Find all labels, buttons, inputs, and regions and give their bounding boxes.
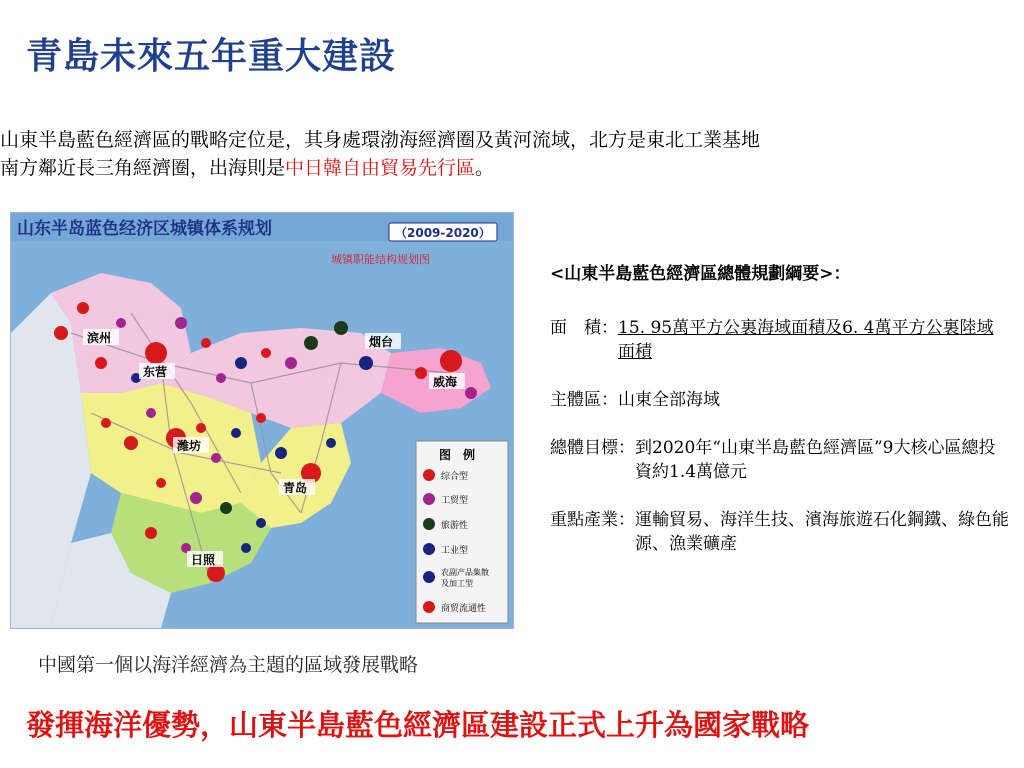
- outline-heading: <山東半島藍色經濟區總體規劃綱要>：: [550, 264, 851, 284]
- city-label: 青岛: [283, 481, 308, 495]
- outline-panel: [550, 262, 1010, 580]
- main-area-row: [550, 388, 1010, 412]
- area-value: 15. 95萬平方公裏海域面積及6. 4萬平方公裏陸域面積: [618, 318, 994, 362]
- intro-line-2: [0, 154, 1024, 182]
- city-label: 威海: [433, 375, 458, 389]
- city-label: 日照: [191, 553, 216, 567]
- city-label: 东营: [143, 365, 168, 379]
- legend-item: 工贸型: [441, 496, 469, 506]
- goal-row: [550, 436, 1010, 484]
- industry-label: 重點產業：: [550, 510, 635, 530]
- main-area-label: 主體區：: [550, 390, 618, 410]
- map-title: 山东半岛蓝色经济区城镇体系规划: [17, 219, 272, 239]
- map-subtitle: 城镇职能结构规划图: [331, 253, 430, 266]
- page-title: 青島未來五年重大建設: [26, 36, 397, 77]
- map-caption: 中國第一個以海洋經濟為主題的區域發展戰略: [38, 654, 419, 676]
- city-label: 烟台: [369, 335, 394, 349]
- city-label: 滨州: [87, 331, 112, 345]
- intro-line-2-suffix: 。: [475, 157, 495, 179]
- goal-label: 總體目標：: [550, 438, 635, 458]
- intro-line-1: 山東半島藍色經濟區的戰略定位是，其身處環渤海經濟圈及黃河流域，北方是東北工業基地: [0, 129, 761, 151]
- legend-item: 综合型: [441, 472, 469, 482]
- legend-item-cont: 及加工型: [441, 579, 473, 588]
- intro-highlight: 中日韓自由貿易先行區: [285, 157, 476, 179]
- legend-item: 商贸流通性: [441, 604, 487, 614]
- area-row: [550, 316, 1010, 364]
- legend-item: 农副产品集散: [441, 568, 489, 577]
- map-period: （2009-2020）: [395, 226, 491, 240]
- map-legend: [416, 441, 508, 623]
- legend-item: 工业型: [441, 546, 469, 556]
- slogan: 發揮海洋優勢，山東半島藍色經濟區建設正式上升為國家戰略: [26, 708, 810, 742]
- intro-paragraph: [0, 126, 1024, 182]
- main-area-value: 山東全部海域: [618, 390, 720, 410]
- legend-item: 旅游性: [441, 521, 469, 531]
- industry-value: 運輸貿易、海洋生技、濱海旅遊石化鋼鐵、綠色能源、漁業礦產: [635, 510, 1009, 554]
- intro-line-2-prefix: 南方鄰近長三角經濟圈，出海則是: [0, 157, 286, 179]
- legend-title: 图 例: [439, 448, 476, 462]
- area-label: 面 積：: [550, 318, 618, 338]
- map-graphic: [11, 213, 513, 628]
- industry-row: [550, 508, 1010, 556]
- city-label: 潍坊: [177, 439, 202, 453]
- goal-value: 到2020年“山東半島藍色經濟區”9大核心區總投資約1.4萬億元: [635, 438, 996, 482]
- planning-map: [10, 212, 514, 629]
